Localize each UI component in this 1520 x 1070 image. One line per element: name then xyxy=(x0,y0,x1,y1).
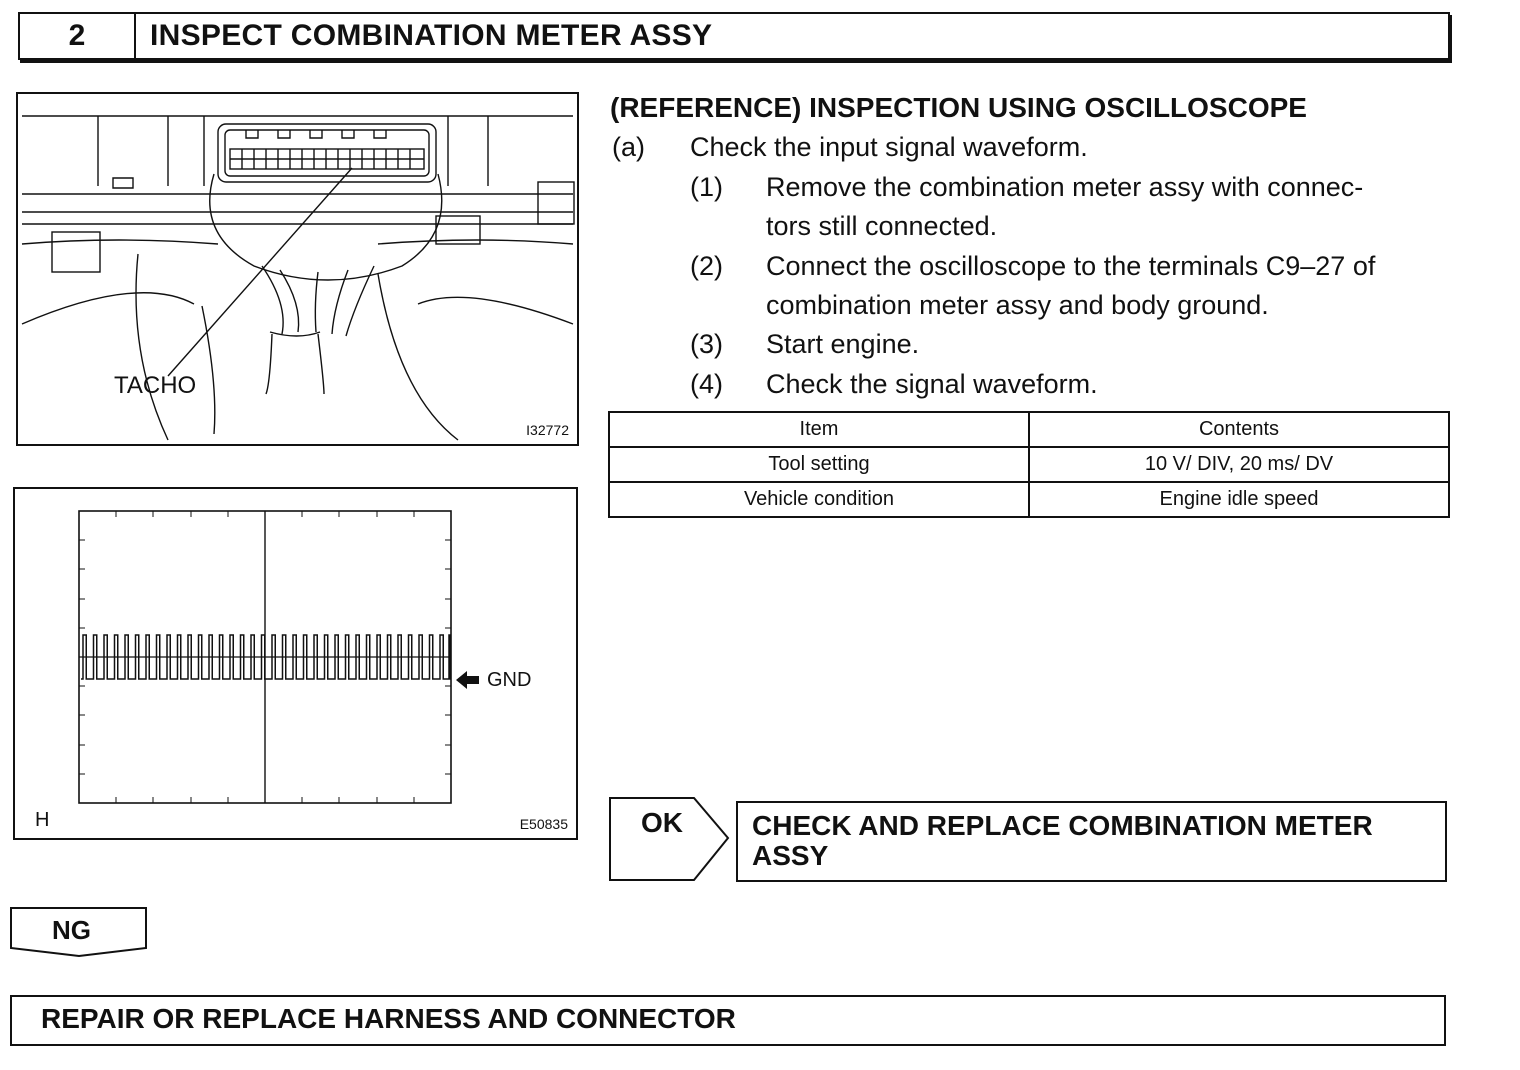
connector-figure xyxy=(16,92,579,446)
figure-corner-label: H xyxy=(35,809,50,831)
tacho-callout: TACHO xyxy=(114,372,197,399)
step-1-marker: (1) xyxy=(690,172,723,202)
table-header-contents: Contents xyxy=(1029,412,1449,447)
step-4-text: Check the signal waveform. xyxy=(766,369,1098,399)
table-cell: Tool setting xyxy=(609,447,1029,482)
figure-id-waveform: E50835 xyxy=(519,816,568,832)
spec-table xyxy=(608,411,1450,518)
ok-action-text: CHECK AND REPLACE COMBINATION METER ASSY xyxy=(752,810,1373,871)
substep-a-text: Check the input signal waveform. xyxy=(690,132,1088,162)
figure-id-connector: I32772 xyxy=(526,422,569,438)
step-2-text: Connect the oscilloscope to the terminals C9–27 of xyxy=(766,251,1376,281)
table-row xyxy=(609,482,1449,517)
step-4-marker: (4) xyxy=(690,369,723,399)
ng-action-box xyxy=(10,995,1446,1046)
connector-illustration xyxy=(18,94,577,444)
step-1-text-cont: tors still connected. xyxy=(766,211,998,241)
step-1-text: Remove the combination meter assy with connec- xyxy=(766,172,1364,202)
gnd-label: GND xyxy=(487,669,532,691)
step-2-text-cont: combination meter assy and body ground. xyxy=(766,290,1269,320)
step-3-marker: (3) xyxy=(690,329,723,359)
substep-a-marker: (a) xyxy=(612,132,645,162)
step-3-text: Start engine. xyxy=(766,329,920,359)
step-title: INSPECT COMBINATION METER ASSY xyxy=(150,19,713,52)
step-header xyxy=(18,12,1450,60)
table-row xyxy=(609,447,1449,482)
step-2-marker: (2) xyxy=(690,251,723,281)
step-number: 2 xyxy=(20,14,136,58)
ng-label: NG xyxy=(52,915,91,945)
table-header-item: Item xyxy=(609,412,1029,447)
table-cell: Vehicle condition xyxy=(609,482,1029,517)
oscilloscope-screen xyxy=(15,489,576,838)
gnd-arrow-icon xyxy=(456,671,479,689)
ok-action-box xyxy=(736,801,1447,882)
waveform-figure xyxy=(13,487,578,840)
reference-heading: (REFERENCE) INSPECTION USING OSCILLOSCOPE xyxy=(610,92,1307,123)
ok-label: OK xyxy=(641,807,683,838)
ng-action-text: REPAIR OR REPLACE HARNESS AND CONNECTOR xyxy=(41,1003,736,1034)
table-cell: 10 V/ DIV, 20 ms/ DV xyxy=(1029,447,1449,482)
table-cell: Engine idle speed xyxy=(1029,482,1449,517)
table-header-row xyxy=(609,412,1449,447)
